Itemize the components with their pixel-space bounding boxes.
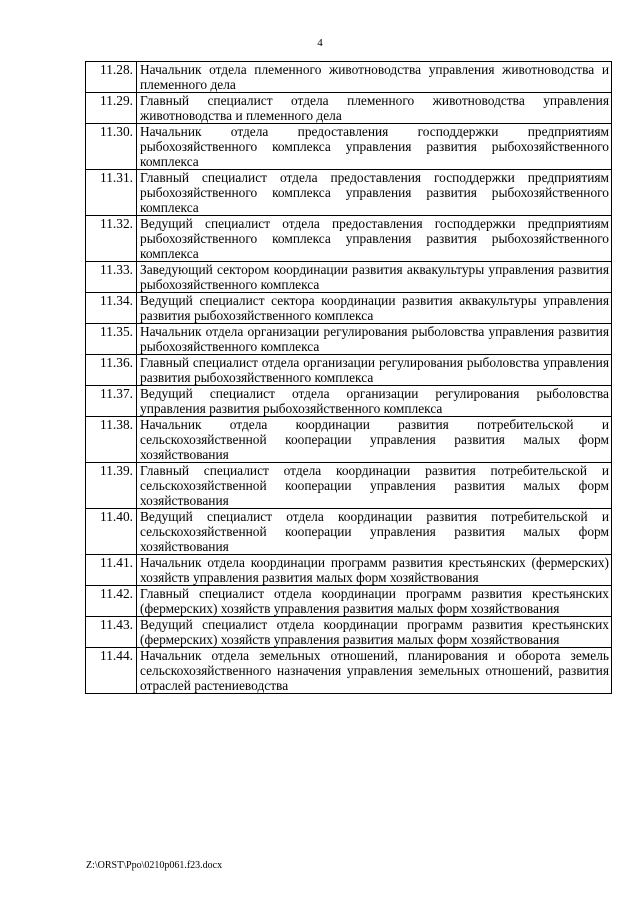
table-row [86, 124, 612, 170]
position-title: Главный специалист отдела координации развития потребительской и сельскохозяйственной кооперации управления развития малых форм хозяйствования [137, 463, 612, 509]
table-row [86, 463, 612, 509]
table-row [86, 62, 612, 93]
position-title: Начальник отдела координации развития потребительской и сельскохозяйственной кооперации управления развития малых форм хозяйствования [137, 417, 612, 463]
table-row [86, 555, 612, 586]
position-title: Начальник отдела племенного животноводства управления животноводства и племенного дела [137, 62, 612, 93]
table-row [86, 617, 612, 648]
row-number: 11.39. [86, 463, 137, 509]
table-row [86, 216, 612, 262]
position-title: Главный специалист отдела организации регулирования рыболовства управления развития рыбохозяйственного комплекса [137, 355, 612, 386]
table-row [86, 293, 612, 324]
table-row [86, 648, 612, 694]
positions-table-body [86, 62, 612, 694]
row-number: 11.42. [86, 586, 137, 617]
row-number: 11.32. [86, 216, 137, 262]
positions-table [85, 61, 612, 694]
position-title: Начальник отдела земельных отношений, планирования и оборота земель сельскохозяйственного назначения управления земельных отношений, развития отраслей растениеводства [137, 648, 612, 694]
row-number: 11.35. [86, 324, 137, 355]
row-number: 11.37. [86, 386, 137, 417]
table-row [86, 355, 612, 386]
position-title: Ведущий специалист сектора координации развития аквакультуры управления развития рыбохозяйственного комплекса [137, 293, 612, 324]
row-number: 11.36. [86, 355, 137, 386]
position-title: Ведущий специалист отдела предоставления господдержки предприятиям рыбохозяйственного комплекса управления развития рыбохозяйственного комплекса [137, 216, 612, 262]
table-row [86, 509, 612, 555]
table-row [86, 417, 612, 463]
row-number: 11.31. [86, 170, 137, 216]
position-title: Главный специалист отдела племенного животноводства управления животноводства и племенного дела [137, 93, 612, 124]
table-row [86, 324, 612, 355]
row-number: 11.40. [86, 509, 137, 555]
row-number: 11.44. [86, 648, 137, 694]
table-row [86, 586, 612, 617]
row-number: 11.41. [86, 555, 137, 586]
position-title: Главный специалист отдела координации программ развития крестьянских (фермерских) хозяйств управления развития малых форм хозяйствования [137, 586, 612, 617]
row-number: 11.34. [86, 293, 137, 324]
row-number: 11.33. [86, 262, 137, 293]
position-title: Начальник отдела координации программ развития крестьянских (фермерских) хозяйств управления развития малых форм хозяйствования [137, 555, 612, 586]
position-title: Ведущий специалист отдела координации программ развития крестьянских (фермерских) хозяйств управления развития малых форм хозяйствования [137, 617, 612, 648]
position-title: Ведущий специалист отдела координации развития потребительской и сельскохозяйственной кооперации управления развития малых форм хозяйствования [137, 509, 612, 555]
row-number: 11.30. [86, 124, 137, 170]
position-title: Ведущий специалист отдела организации регулирования рыболовства управления развития рыбохозяйственного комплекса [137, 386, 612, 417]
table-row [86, 93, 612, 124]
table-row [86, 386, 612, 417]
row-number: 11.43. [86, 617, 137, 648]
row-number: 11.29. [86, 93, 137, 124]
row-number: 11.38. [86, 417, 137, 463]
table-row [86, 262, 612, 293]
row-number: 11.28. [86, 62, 137, 93]
position-title: Заведующий сектором координации развития аквакультуры управления развития рыбохозяйственного комплекса [137, 262, 612, 293]
position-title: Главный специалист отдела предоставления господдержки предприятиям рыбохозяйственного комплекса управления развития рыбохозяйственного комплекса [137, 170, 612, 216]
table-row [86, 170, 612, 216]
position-title: Начальник отдела организации регулирования рыболовства управления развития рыбохозяйственного комплекса [137, 324, 612, 355]
page-number: 4 [317, 37, 323, 49]
file-path-footer: Z:\ORST\Ppo\0210p061.f23.docx [86, 860, 223, 871]
position-title: Начальник отдела предоставления господдержки предприятиям рыбохозяйственного комплекса управления развития рыбохозяйственного комплекса [137, 124, 612, 170]
